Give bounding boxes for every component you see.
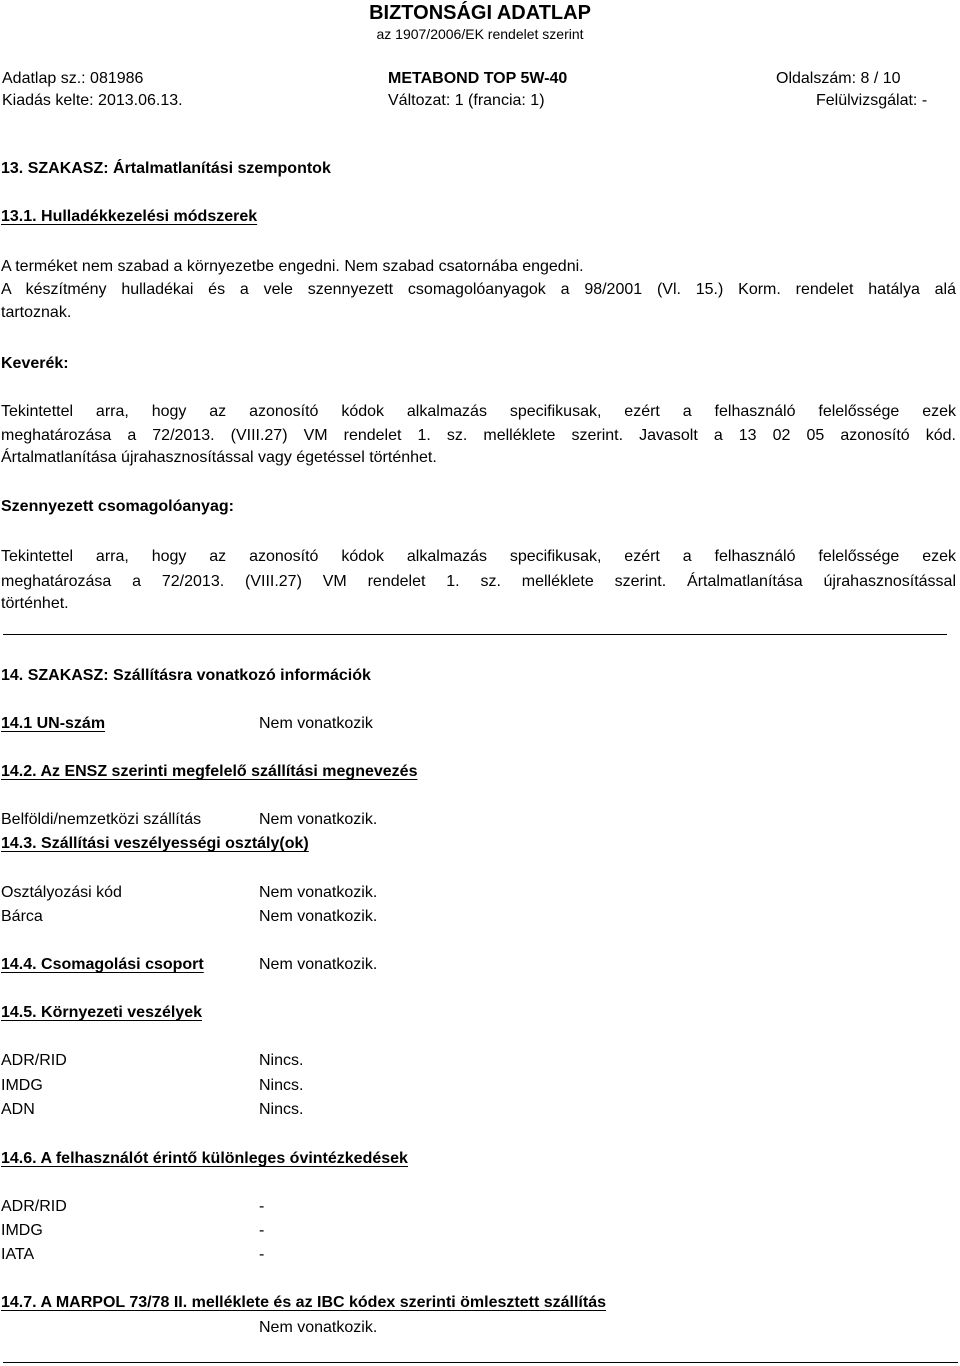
product-name: METABOND TOP 5W-40 [388,70,568,87]
domestic-transport-value: Nem vonatkozik. [259,811,378,828]
precaution-row-label: IMDG [1,1222,43,1239]
classification-code-label: Osztályozási kód [1,884,122,901]
shipping-name-heading: 14.2. Az ENSZ szerinti megfelelő szállítási megnevezés [1,763,418,780]
version: Változat: 1 (francia: 1) [388,92,545,109]
document-title: BIZTONSÁGI ADATLAP [369,2,591,24]
revision: Felülvizsgálat: - [816,92,928,109]
marpol-heading: 14.7. A MARPOL 73/78 II. melléklete és az IBC kódex szerinti ömlesztett szállítás [1,1294,606,1311]
precaution-row-value: - [259,1246,265,1263]
section-13-text-line: A készítmény hulladékai és a vele szennyezett csomagolóanyagok a 98/2001 (Vl. 15.) Korm. rendelet hatálya alá [1,281,956,298]
environmental-hazards-heading: 14.5. Környezeti veszélyek [1,1004,203,1021]
precaution-row-label: ADR/RID [1,1198,67,1215]
issue-date: Kiadás kelte: 2013.06.13. [2,92,183,109]
hazard-label-label: Bárca [1,908,43,925]
special-precautions-heading: 14.6. A felhasználót érintő különleges óvintézkedések [1,1150,408,1167]
section-14-title: 14. SZAKASZ: Szállításra vonatkozó információk [1,667,371,684]
precaution-row-label: IATA [1,1246,35,1263]
section-13-1-heading: 13.1. Hulladékkezelési módszerek [1,208,258,225]
env-row-value: Nincs. [259,1052,304,1069]
precaution-row-value: - [259,1198,265,1215]
section-13-text-line: A terméket nem szabad a környezetbe engedni. Nem szabad csatornába engedni. [1,258,584,275]
packing-group-value: Nem vonatkozik. [259,956,378,973]
section-divider [3,634,947,635]
marpol-value: Nem vonatkozik. [259,1319,378,1336]
document-subtitle: az 1907/2006/EK rendelet szerint [376,26,584,42]
packaging-text-line: Tekintettel arra, hogy az azonosító kódok alkalmazás specifikusak, ezért a felhasználó felelőssége ezek [1,548,956,565]
mixture-text-line: Ártalmatlanítása újrahasznosítással vagy égetéssel történhet. [1,449,437,466]
sheet-number: Adatlap sz.: 081986 [2,70,144,87]
packaging-text-line: meghatározása a 72/2013. (VIII.27) VM rendelet 1. sz. melléklete szerint. Ártalmatlanítása újrahasznosítással [1,573,956,590]
env-row-value: Nincs. [259,1077,304,1094]
mixture-text-line: meghatározása a 72/2013. (VIII.27) VM rendelet 1. sz. melléklete szerint. Javasolt a 13 02 05 azonosító kód. [1,427,956,444]
env-row-label: IMDG [1,1077,43,1094]
page-bottom-rule [3,1362,958,1363]
env-row-value: Nincs. [259,1101,304,1118]
domestic-transport-label: Belföldi/nemzetközi szállítás [1,811,202,828]
section-13-title: 13. SZAKASZ: Ártalmatlanítási szempontok [1,160,331,177]
packing-group-label: 14.4. Csomagolási csoport [1,956,204,973]
page-number: Oldalszám: 8 / 10 [776,70,901,87]
packaging-text-line: történhet. [1,595,69,612]
hazard-class-heading: 14.3. Szállítási veszélyességi osztály(ok) [1,835,309,852]
hazard-label-value: Nem vonatkozik. [259,908,378,925]
section-13-text-line: tartoznak. [1,304,72,321]
env-row-label: ADN [1,1101,35,1118]
un-number-value: Nem vonatkozik [259,715,373,732]
un-number-label: 14.1 UN-szám [1,715,106,732]
packaging-label: Szennyezett csomagolóanyag: [1,498,234,515]
mixture-text-line: Tekintettel arra, hogy az azonosító kódok alkalmazás specifikusak, ezért a felhasználó felelőssége ezek [1,403,956,420]
classification-code-value: Nem vonatkozik. [259,884,378,901]
env-row-label: ADR/RID [1,1052,67,1069]
precaution-row-value: - [259,1222,265,1239]
mixture-label: Keverék: [1,355,69,372]
